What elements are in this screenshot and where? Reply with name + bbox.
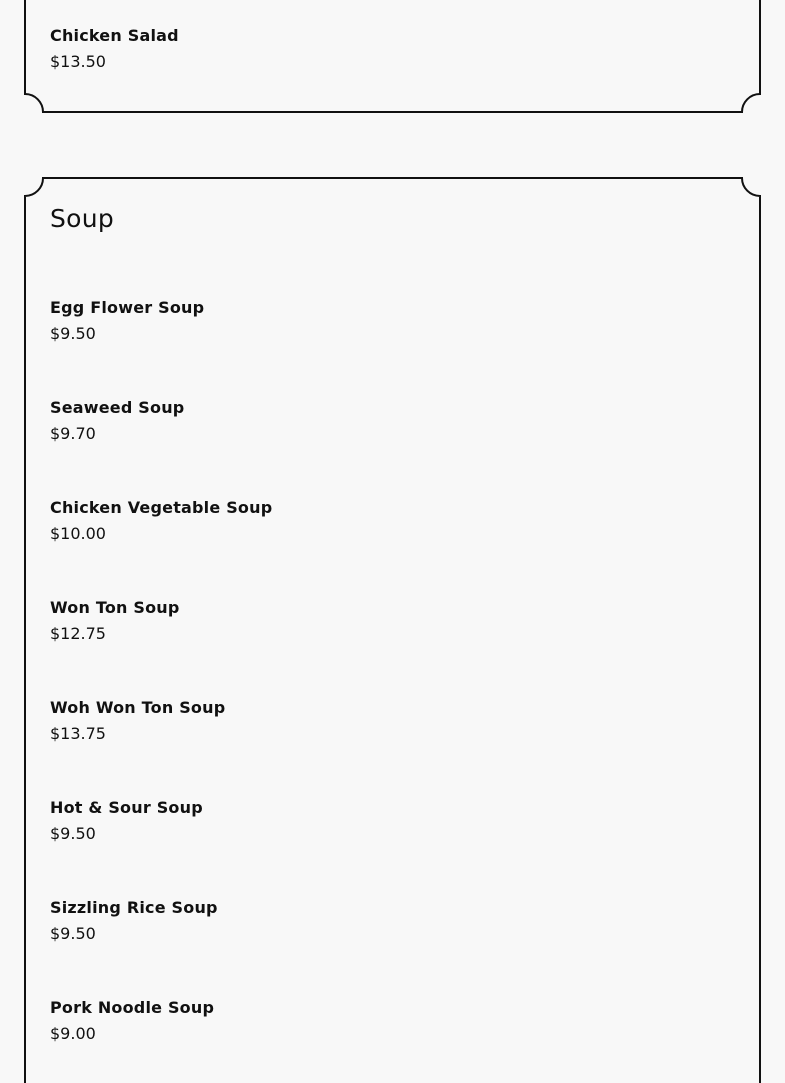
menu-item-won-ton-soup[interactable] <box>50 598 730 644</box>
menu-item-price: $9.50 <box>50 824 96 843</box>
menu-item-hot-sour-soup[interactable] <box>50 798 730 844</box>
menu-item-seaweed-soup[interactable] <box>50 398 730 444</box>
menu-item-name: Sizzling Rice Soup <box>50 898 218 917</box>
menu-item-chicken-salad[interactable] <box>50 26 730 72</box>
menu-item-name: Egg Flower Soup <box>50 298 205 317</box>
menu-item-name: Chicken Vegetable Soup <box>50 498 273 517</box>
menu-item-price: $13.50 <box>50 52 106 71</box>
menu-item-price: $9.70 <box>50 424 96 443</box>
menu-item-price: $12.75 <box>50 624 106 643</box>
menu-item-name: Seaweed Soup <box>50 398 185 417</box>
menu-item-price: $9.00 <box>50 1024 96 1043</box>
menu-item-pork-noodle-soup[interactable] <box>50 998 730 1044</box>
menu-item-name: Chicken Salad <box>50 26 179 45</box>
menu-item-name: Won Ton Soup <box>50 598 180 617</box>
menu-item-name: Hot & Sour Soup <box>50 798 203 817</box>
menu-item-price: $9.50 <box>50 324 96 343</box>
menu-item-woh-won-ton-soup[interactable] <box>50 698 730 744</box>
menu-item-sizzling-rice-soup[interactable] <box>50 898 730 944</box>
menu-item-price: $10.00 <box>50 524 106 543</box>
section-title-soup: Soup <box>50 204 115 233</box>
menu-item-egg-flower-soup[interactable] <box>50 298 730 344</box>
menu-item-name: Woh Won Ton Soup <box>50 698 226 717</box>
menu-item-price: $9.50 <box>50 924 96 943</box>
menu-item-chicken-vegetable-soup[interactable] <box>50 498 730 544</box>
menu-item-name: Pork Noodle Soup <box>50 998 215 1017</box>
menu-item-price: $13.75 <box>50 724 106 743</box>
